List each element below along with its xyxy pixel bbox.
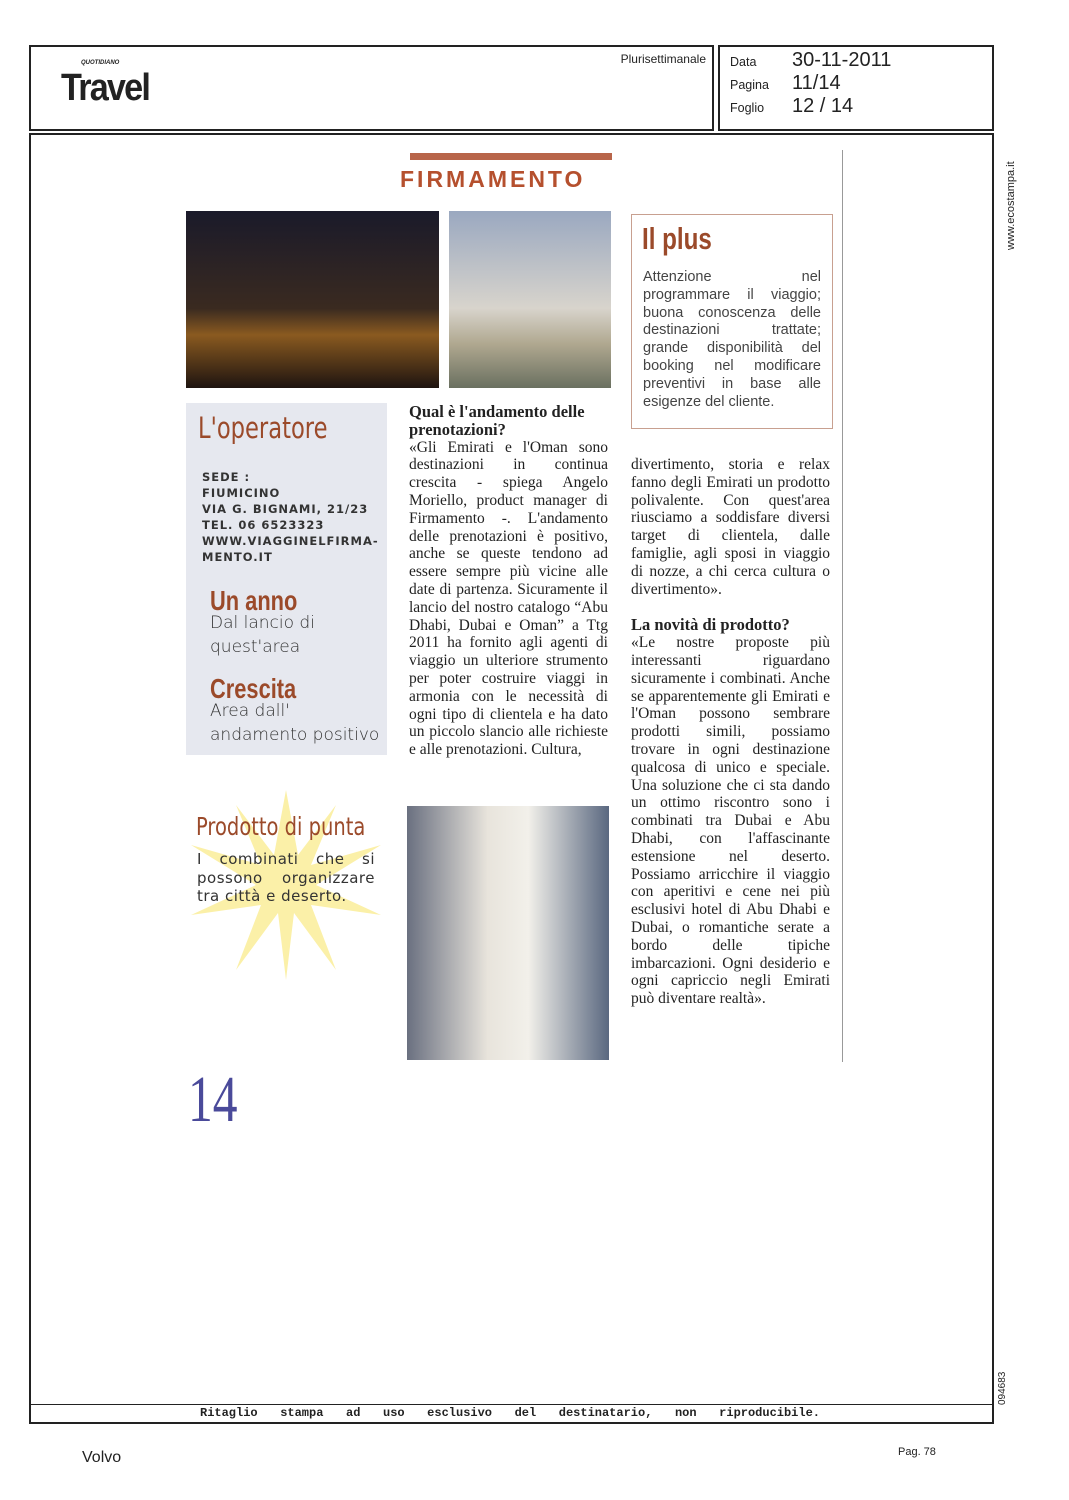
- meta-label: Pagina: [730, 78, 769, 92]
- fact-title: Un anno: [210, 585, 298, 616]
- column-rule: [842, 150, 843, 1062]
- address-line: SEDE :: [202, 470, 251, 484]
- meta-value: 11/14: [792, 72, 841, 94]
- article-col-2: [631, 456, 830, 1008]
- meta-value: 30-11-2011: [792, 49, 892, 71]
- side-code: 094683: [997, 1371, 1008, 1405]
- address-line: TEL. 06 6523323: [202, 518, 325, 532]
- question-heading: Qual è l'andamento delle prenotazioni?: [409, 402, 585, 439]
- side-url: www.ecostampa.it: [1005, 161, 1017, 250]
- meta-value: 12 / 14: [792, 95, 854, 117]
- answer-text: divertimento, storia e relax fanno degli Emirati un prodotto polivalente. Con quest'area riusciamo a soddisfare diversi target di clientela, dalle famiglie, agli sposi in viaggio di nozze, a chi cerca cultura o divertimento».: [631, 456, 830, 598]
- address-line: MENTO.IT: [202, 550, 273, 564]
- fact-text: Dal lancio di quest'area: [210, 613, 315, 657]
- operatore-box: [186, 403, 387, 755]
- header-meta-box: [718, 45, 994, 131]
- address-line: WWW.VIAGGINELFIRMA-: [202, 534, 379, 548]
- plus-box: [631, 214, 833, 429]
- section-title: FIRMAMENTO: [400, 166, 586, 192]
- footer-notice: Ritaglio stampa ad uso esclusivo del destinatario, non riproducibile.: [200, 1406, 820, 1420]
- logo: Travel: [61, 67, 150, 109]
- photo-angelo-moriello: [407, 806, 609, 1060]
- answer-text: «Le nostre proposte più interessanti riguardano sicuramente i combinati. Anche se apparentemente gli Emirati e l'Oman possono sembrare prodotti simili, possiamo trovare in ogni destinazione qualcosa di unico e speciale. Una soluzione che ci sta dando un ottimo riscontro sono i combinati tra Dubai e Abu Dhabi, con l'affascinante estensione nel deserto. Possiamo arricchire il viaggio con aperitivi e cene nei più esclusivi hotel di Abu Dhabi e Dubai, o romantiche serate a bordo delle tipiche imbarcazioni. Ogni desiderio e ogni capriccio negli Emirati può diventare realtà».: [631, 634, 830, 1008]
- meta-label: Data: [730, 55, 757, 69]
- prodotto-text: I combinati che si possono organizzare tra città e deserto.: [197, 850, 375, 905]
- operatore-title: L'operatore: [198, 411, 328, 445]
- question-heading: La novità di prodotto?: [631, 615, 790, 635]
- plus-title: Il plus: [642, 221, 712, 256]
- photo-mosque: [449, 211, 611, 388]
- footer-rule: [30, 1404, 993, 1405]
- header-left-box: [29, 45, 714, 131]
- fact-text: Area dall' andamento positivo: [210, 701, 380, 745]
- page-number: 14: [188, 1063, 238, 1136]
- meta-label: Foglio: [730, 101, 765, 115]
- address-line: FIUMICINO: [202, 486, 281, 500]
- operatore-address: [202, 469, 379, 565]
- page-ref: Pag. 78: [898, 1446, 936, 1458]
- article-col-1: [409, 403, 608, 759]
- client-name: Volvo: [82, 1449, 122, 1466]
- answer-text: «Gli Emirati e l'Oman sono destinazioni in continua crescita - spiega Angelo Moriello, product manager di Firmamento -. L'andamento delle prenotazioni è positivo, anche se queste tendono ad essere sempre più vicine alle date di partenza. Sicuramente il lancio del nostro catalogo “Abu Dhabi, Dubai e Oman” a Ttg 2011 ha fornito agli agenti di viaggio un ulteriore strumento per poter costruire viaggi in armonia con le necessità di ogni tipo di clientela e ha dato un piccolo slancio alle richieste e alle prenotazioni. Cultura,: [409, 438, 608, 759]
- prodotto-title: Prodotto di punta: [196, 812, 366, 841]
- frequency: Plurisettimanale: [620, 52, 706, 66]
- fact-title: Crescita: [210, 673, 297, 704]
- section-bar: [410, 153, 612, 160]
- address-line: VIA G. BIGNAMI, 21/23: [202, 502, 369, 516]
- logo-small: QUOTIDIANO: [81, 60, 120, 66]
- plus-text: Attenzione nel programmare il viaggio; buona conoscenza delle destinazioni trattate; grande disponibilità del booking nel modificare preventivi in base alle esigenze del cliente.: [643, 269, 821, 410]
- photo-dubai-night: [186, 211, 439, 388]
